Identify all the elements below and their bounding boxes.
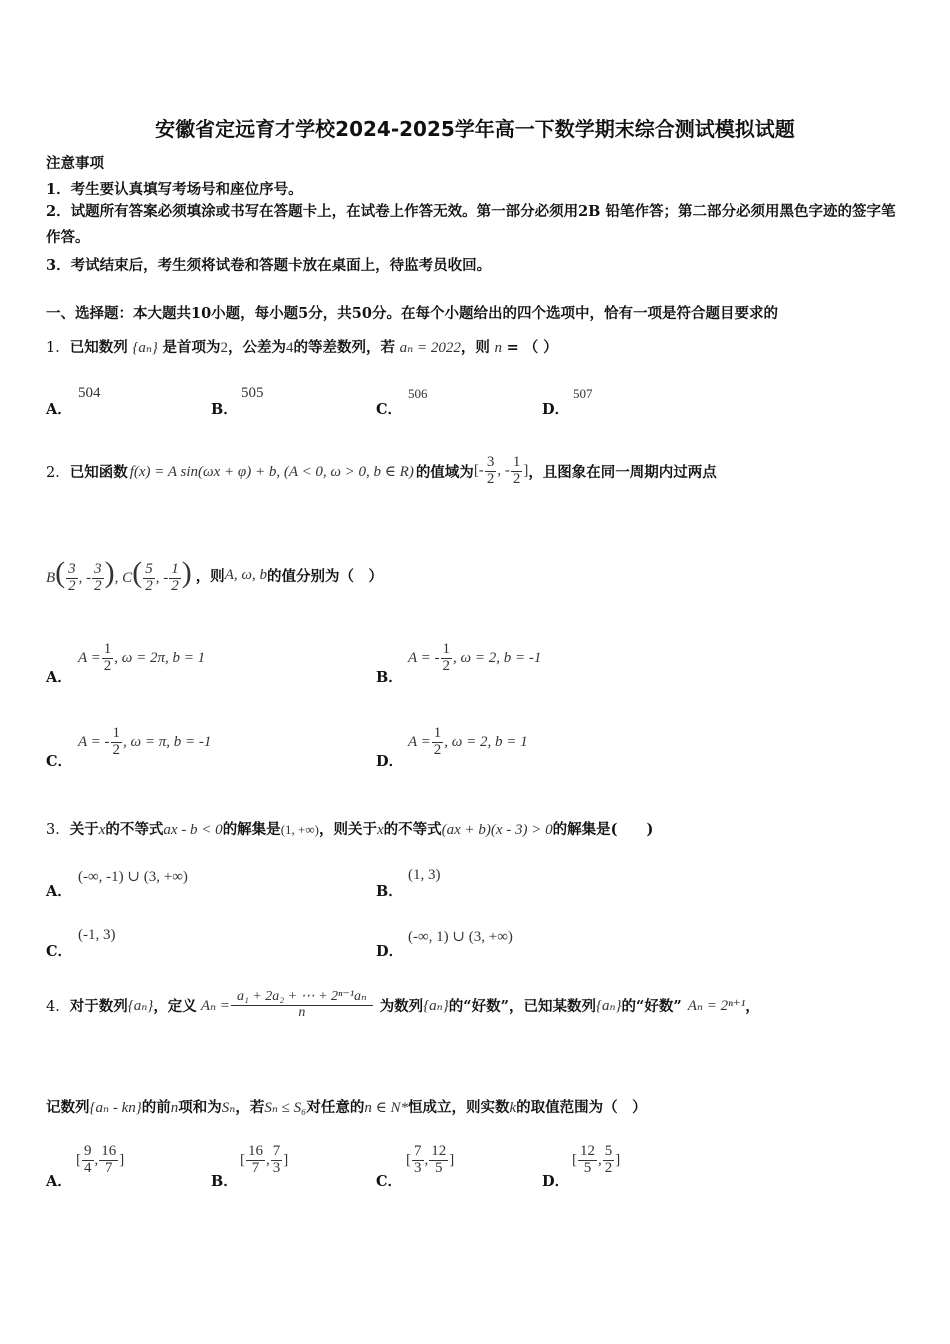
q4-text: 对任意的	[306, 1099, 365, 1116]
frac-den: 2	[171, 578, 179, 595]
frac-den: 2	[94, 578, 102, 595]
frac-num: 1	[433, 725, 442, 741]
q3-text: 的解集是( )	[552, 821, 654, 838]
q3-option-c-value: (-1, 3)	[78, 927, 116, 943]
q1-text: 的等差数列，若	[293, 339, 396, 356]
frac-den: 2	[442, 657, 451, 674]
q2-option-d-label[interactable]: D．	[376, 753, 404, 770]
frac-den: 2	[68, 578, 76, 595]
q4-option-c-label[interactable]: C．	[376, 1173, 403, 1190]
q4-text: 的前	[141, 1099, 171, 1116]
q2-option-c-value	[78, 726, 211, 759]
q3-option-d-value: (-∞, 1) ∪ (3, +∞)	[408, 929, 513, 945]
q1-number: 1．	[46, 340, 70, 356]
q2-option-b-value	[408, 642, 541, 675]
frac-num: 3	[94, 561, 102, 578]
q4-text: 记数列	[46, 1099, 90, 1116]
q4-option-d-value	[572, 1144, 620, 1177]
q2-vars: A, ω, b	[224, 566, 267, 583]
frac-den: 7	[251, 1159, 260, 1176]
frac-den: 2	[433, 741, 442, 758]
math-text: , ω = π, b = -1	[123, 733, 212, 750]
q4-text: 的取值范围为（ ）	[516, 1099, 647, 1116]
frac-den: 2	[512, 470, 521, 487]
q1-text: = （ ）	[506, 339, 558, 356]
q1-option-b-label[interactable]: B．	[211, 401, 238, 418]
q3-text: 的不等式	[383, 821, 442, 838]
q2-option-a-value	[78, 642, 205, 675]
q1-condition: aₙ = 2022	[399, 340, 461, 356]
page-title: 安徽省定远育才学校2024-2025学年高一下数学期末综合测试模拟试题	[155, 117, 795, 141]
q3-ineq2: (ax + b)(x - 3) > 0	[441, 822, 553, 838]
notice-item-1: 1．考生要认真填写考场号和座位序号。	[46, 181, 303, 198]
q2-text: ，则	[195, 567, 225, 585]
q4-seq: {aₙ}	[423, 997, 449, 1014]
q4-option-d-label[interactable]: D．	[542, 1173, 570, 1190]
bracket: [	[76, 1151, 81, 1168]
math-text: , ω = 2π, b = 1	[114, 649, 206, 666]
math-text: , ω = 2, b = -1	[453, 649, 542, 666]
frac-num: 1	[112, 725, 121, 741]
question-3	[46, 818, 653, 839]
frac-num: 12	[580, 1143, 595, 1159]
q4-n: n	[170, 1100, 179, 1116]
q1-difference: 4	[286, 340, 294, 356]
q4-line-2	[46, 1096, 647, 1117]
frac-num: 1	[103, 641, 112, 657]
bracket: ]	[283, 1151, 289, 1168]
q4-text: ，若	[235, 1099, 265, 1116]
q2-text: ，且图象在同一周期内过两点	[528, 463, 717, 481]
bracket: ]	[119, 1151, 125, 1168]
q4-cond: Sₙ ≤ S₆	[264, 1100, 307, 1116]
q2-points-line	[46, 556, 383, 595]
q2-range-sep: , -	[497, 462, 510, 479]
q2-range-bracket: ]	[523, 462, 529, 479]
question-1	[46, 336, 558, 357]
frac-den: 7	[105, 1159, 113, 1176]
q2-points: B( $\frac{3}{2}$ , - $\frac{3}{2}$ ), C( $\frac{5}{2}$ , - $\frac{1}{2}$ )	[46, 556, 192, 595]
point-b: B	[46, 570, 56, 586]
q2-range-bracket: [-	[473, 462, 484, 479]
q2-text: 已知函数	[69, 463, 128, 481]
notice-item-2: 2．试题所有答案必须填涂或书写在答题卡上，在试卷上作答无效。第一部分必须用2B 铅笔作答；第二部分必须用黑色字迹的签字笔作答。	[46, 203, 896, 246]
comma: ,	[266, 1151, 270, 1168]
q4-numerator: a₁ + 2a₂ + ⋯ + 2ⁿ⁻¹aₙ	[231, 990, 373, 1006]
q2-text: 的值分别为（ ）	[266, 567, 383, 585]
frac-den: 3	[272, 1159, 281, 1176]
question-4	[46, 990, 760, 1020]
frac-num: 3	[486, 454, 495, 470]
q4-nin: n ∈ N*	[364, 1100, 408, 1116]
q4-An: Aₙ =	[200, 997, 230, 1014]
q1-option-a-value: 504	[78, 385, 101, 401]
q4-text: ，	[745, 997, 760, 1015]
math-text: A =	[408, 733, 431, 750]
point-c: C	[122, 570, 133, 586]
math-text: , ω = 2, b = 1	[444, 733, 528, 750]
frac-num: 7	[272, 1143, 281, 1159]
q3-ineq1: ax - b < 0	[163, 822, 223, 838]
q3-option-d-label[interactable]: D．	[376, 943, 404, 960]
q1-text: ，公差为	[228, 339, 287, 356]
comma: ,	[598, 1151, 602, 1168]
frac-num: 3	[68, 561, 76, 578]
bracket: ]	[615, 1151, 621, 1168]
q4-number: 4．	[46, 998, 70, 1015]
q2-option-d-value	[408, 726, 528, 759]
q4-text: 的“好数”	[621, 997, 682, 1015]
q3-option-b-label[interactable]: B．	[376, 883, 403, 900]
frac-den: 3	[414, 1159, 422, 1176]
q1-option-d-label[interactable]: D．	[542, 401, 570, 418]
q4-text: 恒成立，则实数	[407, 1099, 510, 1116]
q3-number: 3．	[46, 822, 70, 838]
section-heading: 一、选择题：本大题共10小题，每小题5分，共50分。在每个小题给出的四个选项中，恰有一项是符合题目要求的	[46, 305, 778, 322]
q3-x: x	[98, 822, 106, 838]
q4-text: 的“好数”，已知某数列	[448, 997, 596, 1015]
math-text: A =	[78, 649, 101, 666]
frac-num: 1	[442, 641, 451, 657]
q2-option-b-label[interactable]: B．	[376, 669, 403, 686]
q3-option-c-label[interactable]: C．	[46, 943, 73, 960]
q1-text: ，则	[460, 339, 490, 356]
q4-denominator: n	[298, 1004, 306, 1020]
q1-text: 是首项为	[162, 339, 221, 356]
q2-option-a-label[interactable]: A．	[46, 669, 72, 686]
q4-seq: {aₙ}	[127, 997, 154, 1014]
notice-heading: 注意事项	[46, 155, 104, 172]
frac-den: 5	[435, 1159, 443, 1176]
q1-option-c-label[interactable]: C．	[376, 401, 403, 418]
q4-k: k	[509, 1100, 517, 1116]
comma: ,	[424, 1151, 429, 1168]
q4-option-b-value	[240, 1144, 288, 1177]
math-text: A = -	[408, 649, 440, 666]
q4-seq2: {aₙ - kn}	[89, 1100, 142, 1116]
question-2	[46, 455, 717, 488]
q1-first-term: 2	[220, 340, 229, 356]
q3-option-b-value: (1, 3)	[408, 867, 441, 883]
frac-den: 2	[145, 578, 153, 595]
q3-text: ，则关于	[318, 821, 377, 838]
frac-num: 1	[512, 454, 521, 470]
q4-text: 项和为	[178, 1099, 222, 1116]
q1-option-b-value: 505	[241, 385, 264, 401]
q1-option-c-value: 506	[408, 386, 428, 401]
q4-option-b-label[interactable]: B．	[211, 1173, 238, 1190]
notice-item-3: 3．考试结束后，考生须将试卷和答题卡放在桌面上，待监考员收回。	[46, 257, 492, 274]
frac-den: 4	[84, 1159, 92, 1176]
frac-den: 5	[583, 1159, 592, 1176]
q3-set1: (1, +∞)	[280, 822, 319, 837]
frac-num: 9	[84, 1143, 92, 1159]
frac-den: 2	[604, 1159, 613, 1176]
q4-text: ，定义	[153, 997, 197, 1015]
q1-option-a-label[interactable]: A．	[46, 401, 72, 418]
q2-text: 的值域为	[415, 463, 474, 481]
q3-option-a-value: (-∞, -1) ∪ (3, +∞)	[78, 869, 188, 885]
frac-den: 2	[103, 657, 112, 674]
comma: ,	[94, 1151, 99, 1168]
q4-text: 对于数列	[69, 997, 128, 1015]
q2-option-c-label[interactable]: C．	[46, 753, 73, 770]
bracket: ]	[449, 1151, 455, 1168]
q4-option-c-value	[406, 1144, 454, 1177]
frac-den: 2	[112, 741, 121, 758]
q3-text: 的解集是	[222, 821, 281, 838]
math-text: A = -	[78, 733, 110, 750]
q2-function: f(x) = A sin(ωx + φ) + b, (A < 0, ω > 0, b ∈ R)	[129, 463, 414, 480]
q4-good: Aₙ = 2ⁿ⁺¹	[687, 997, 746, 1014]
bracket: [	[406, 1151, 411, 1168]
q4-Sn: Sₙ	[221, 1100, 236, 1116]
frac-num: 5	[145, 561, 153, 578]
q1-var: n	[494, 340, 502, 356]
frac-num: 16	[101, 1143, 117, 1159]
q3-x: x	[376, 822, 384, 838]
frac-den: 2	[486, 470, 495, 487]
bracket: [	[240, 1151, 245, 1168]
q1-text: 已知数列	[69, 339, 128, 356]
q4-seq: {aₙ}	[595, 997, 622, 1014]
q2-range	[474, 455, 529, 488]
q1-option-d-value: 507	[573, 386, 593, 401]
q3-option-a-label[interactable]: A．	[46, 883, 72, 900]
q4-option-a-value	[76, 1144, 124, 1177]
q1-sequence: {aₙ}	[132, 340, 158, 356]
frac-num: 7	[414, 1143, 422, 1159]
bracket: [	[572, 1151, 577, 1168]
q3-text: 关于	[69, 821, 99, 838]
frac-num: 1	[171, 561, 179, 578]
frac-num: 12	[431, 1143, 447, 1159]
q4-option-a-label[interactable]: A．	[46, 1173, 72, 1190]
q4-text: 为数列	[379, 997, 424, 1015]
frac-num: 16	[248, 1143, 263, 1159]
q3-text: 的不等式	[105, 821, 164, 838]
q2-number: 2．	[46, 464, 70, 481]
frac-num: 5	[604, 1143, 613, 1159]
